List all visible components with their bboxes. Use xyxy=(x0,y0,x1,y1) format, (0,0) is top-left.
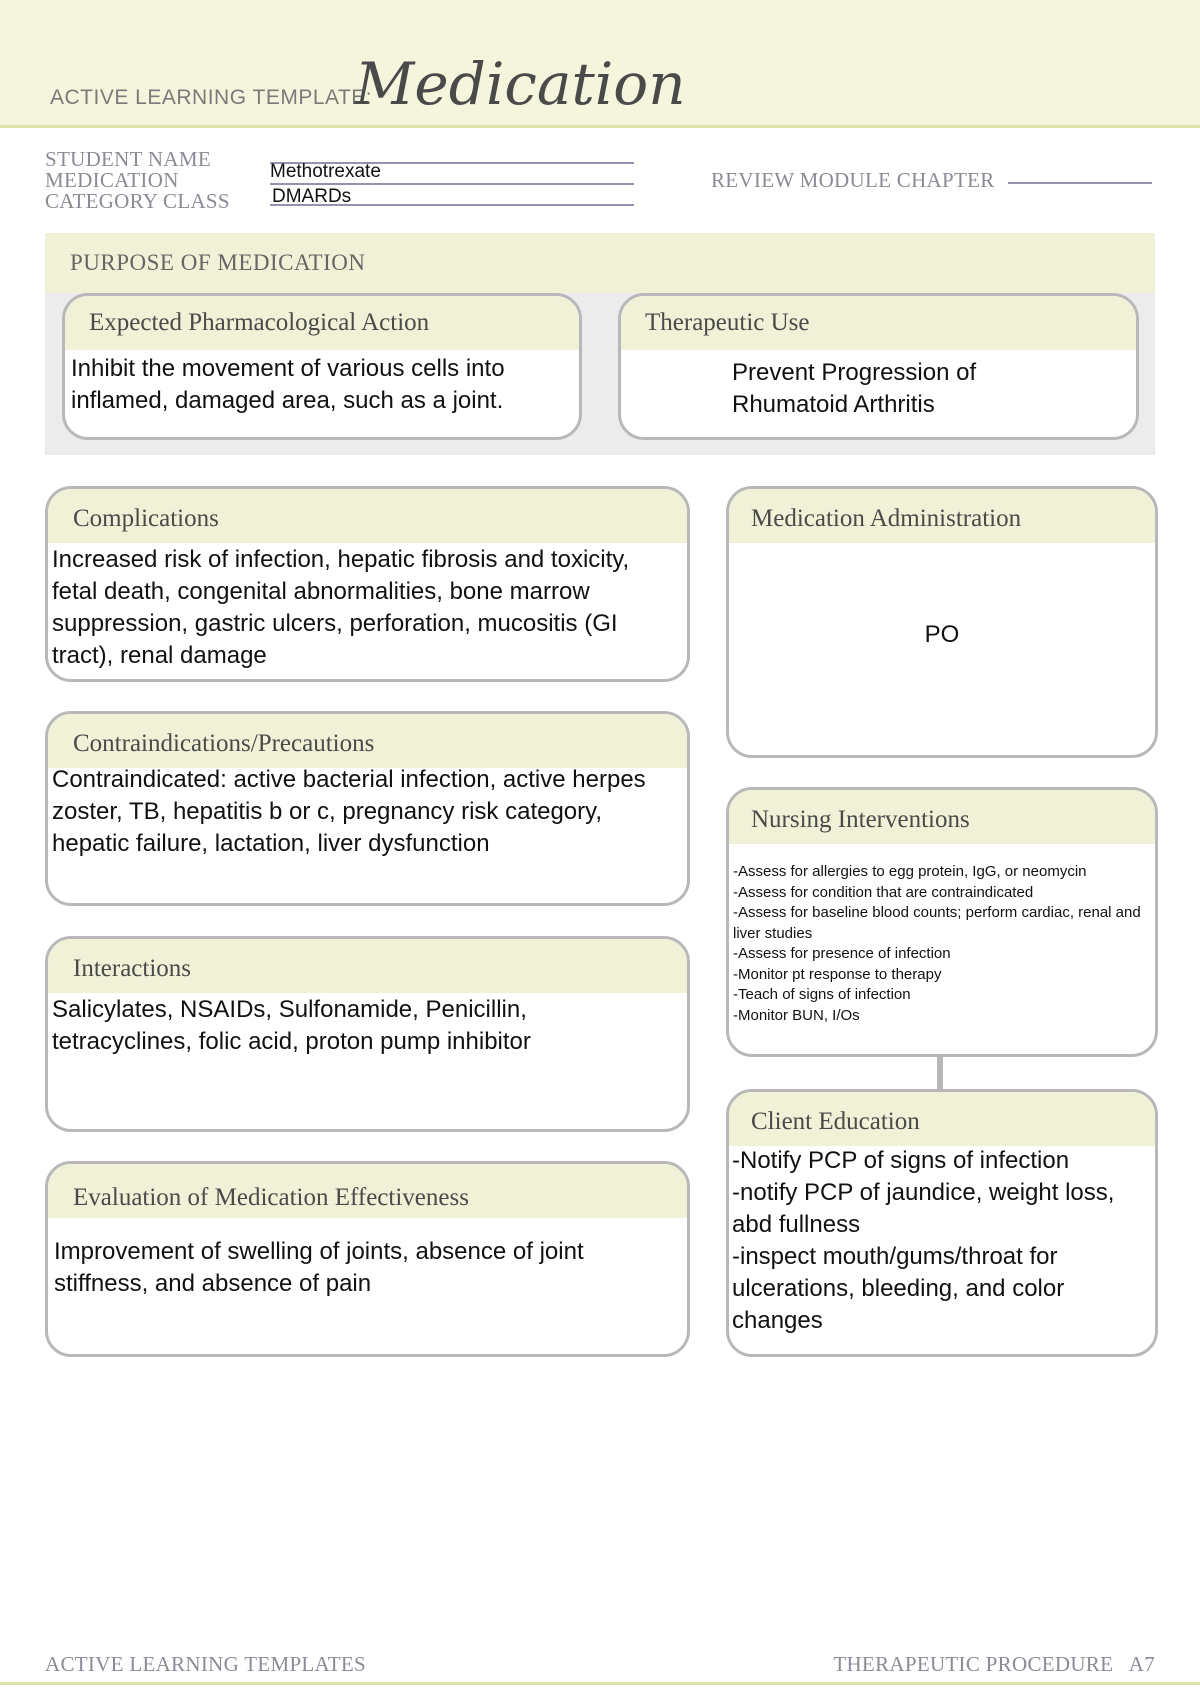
client-education-title: Client Education xyxy=(751,1108,920,1135)
complications-box xyxy=(45,486,690,682)
page-title: Medication xyxy=(355,50,686,118)
interactions-title: Interactions xyxy=(73,955,192,982)
evaluation-text: Improvement of swelling of joints, absence of joint stiffness, and absence of pain xyxy=(54,1238,584,1297)
therapeutic-use-text: Prevent Progression of Rhumatoid Arthritis xyxy=(732,359,977,418)
list-item: -Assess for condition that are contraindicated xyxy=(733,883,1034,901)
complications-text: Increased risk of infection, hepatic fibrosis and toxicity, fetal death, congenital abnormalities, bone marrow suppression, gastric ulcers, perforation, mucositis (GI tract), renal damage xyxy=(52,546,630,669)
connector-line xyxy=(937,1056,943,1090)
complications-title: Complications xyxy=(73,505,219,532)
footer-left: ACTIVE LEARNING TEMPLATES xyxy=(45,1652,366,1676)
administration-box xyxy=(726,486,1158,758)
category-class-line xyxy=(270,204,634,206)
list-item: -Teach of signs of infection xyxy=(733,986,911,1003)
list-item: -Monitor BUN, I/Os xyxy=(733,1006,860,1024)
student-name-label: STUDENT NAME xyxy=(45,147,211,171)
purpose-title: PURPOSE OF MEDICATION xyxy=(70,250,366,275)
expected-action-text: Inhibit the movement of various cells into inflamed, damaged area, such as a joint. xyxy=(71,355,505,414)
list-item: -inspect mouth/gums/throat for ulcerations, bleeding, and color changes xyxy=(732,1243,1065,1334)
client-education-list xyxy=(732,1145,1155,1337)
template-label: ACTIVE LEARNING TEMPLATE: xyxy=(50,86,373,109)
contraindications-title: Contraindications/Precautions xyxy=(73,730,375,757)
evaluation-title: Evaluation of Medication Effectiveness xyxy=(73,1184,469,1211)
medication-label: MEDICATION xyxy=(45,168,179,192)
nursing-interventions-title: Nursing Interventions xyxy=(751,806,970,833)
list-item: -Assess for baseline blood counts; perform cardiac, renal and liver studies xyxy=(733,904,1141,942)
list-item: -Assess for allergies to egg protein, IgG, or neomycin xyxy=(733,863,1087,880)
category-class-field[interactable]: DMARDs xyxy=(272,186,352,207)
nursing-interventions-box xyxy=(726,787,1158,1057)
list-item: -notify PCP of jaundice, weight loss, abd fullness xyxy=(732,1179,1115,1238)
footer-right: THERAPEUTIC PROCEDURE A7 xyxy=(833,1652,1155,1676)
list-item: -Assess for presence of infection xyxy=(733,945,951,962)
review-module-label: REVIEW MODULE CHAPTER xyxy=(711,168,995,192)
footer-rule xyxy=(0,1682,1200,1685)
evaluation-box xyxy=(45,1161,690,1357)
review-module-line xyxy=(1008,182,1152,184)
interactions-box xyxy=(45,936,690,1132)
medication-field[interactable]: Methotrexate xyxy=(270,161,381,182)
expected-action-title: Expected Pharmacological Action xyxy=(89,309,430,336)
category-class-label: CATEGORY CLASS xyxy=(45,189,230,213)
administration-route: PO xyxy=(924,621,960,648)
list-item: -Notify PCP of signs of infection xyxy=(732,1147,1070,1174)
contraindications-text: Contraindicated: active bacterial infection, active herpes zoster, TB, hepatitis b or c, pregnancy risk category, hepatic failure, lactation, liver dysfunction xyxy=(52,766,646,857)
medication-line xyxy=(270,183,634,185)
interactions-text: Salicylates, NSAIDs, Sulfonamide, Penicillin, tetracyclines, folic acid, proton pump inhibitor xyxy=(52,996,531,1055)
expected-action-box xyxy=(62,293,582,440)
administration-title: Medication Administration xyxy=(751,505,1022,532)
therapeutic-use-title: Therapeutic Use xyxy=(645,309,810,336)
therapeutic-use-box xyxy=(618,293,1139,440)
contraindications-box xyxy=(45,711,690,906)
nursing-interventions-list xyxy=(733,862,1147,1026)
list-item: -Monitor pt response to therapy xyxy=(733,965,942,983)
client-education-box xyxy=(726,1089,1158,1357)
